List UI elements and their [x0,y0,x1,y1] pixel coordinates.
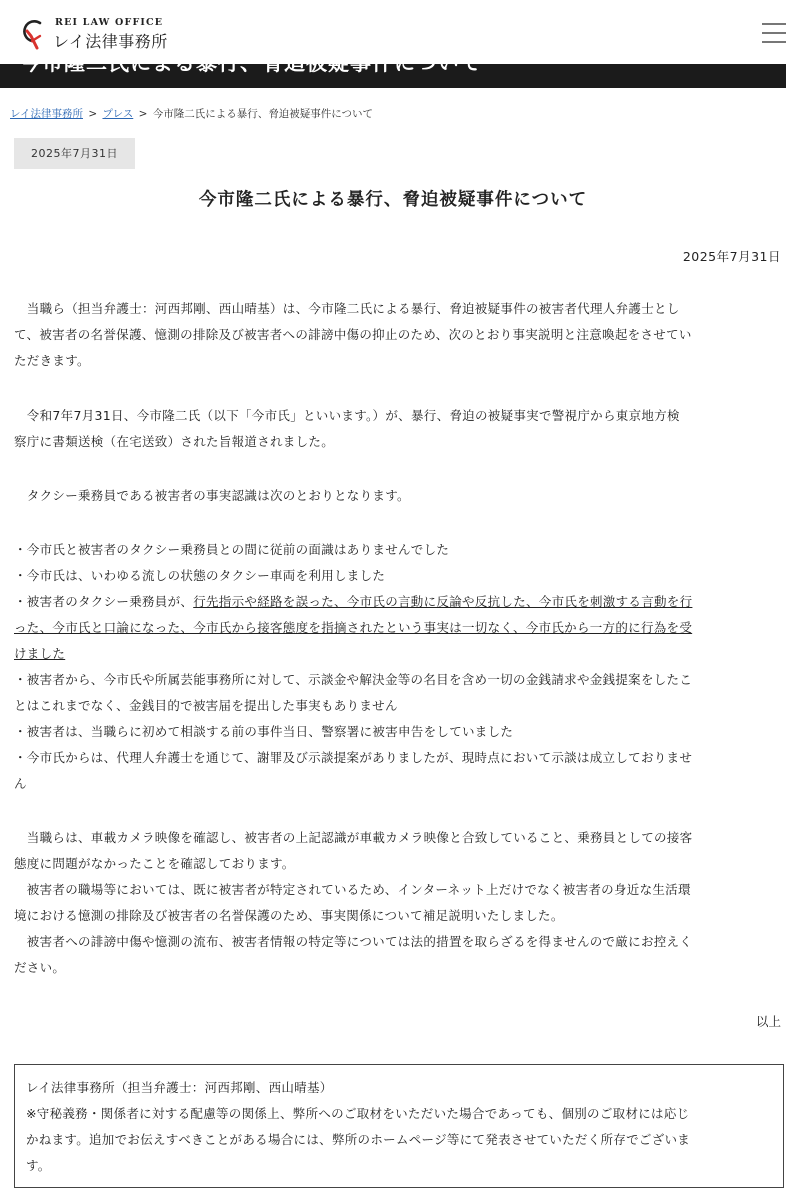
list-item: ・今市氏は、いわゆる流しの状態のタクシー車両を利用しました [14,568,386,583]
closing-text: 以上 [755,1014,781,1029]
text-line: 被害者への誹謗中傷や憶測の流布、被害者情報の特定等については法的措置を取らざるを得ませんので厳にお控えく [14,934,693,949]
list-item: ・今市氏からは、代理人弁護士を通じて、謝罪及び示談提案がありましたが、現時点において示談は成立しておりませ [14,750,693,765]
list-item: ・今市氏と被害者のタクシー乗務員との間に従前の面識はありませんでした [14,542,450,557]
breadcrumb-separator: > [138,108,148,120]
underlined-text: 行先指示や経路を誤った、今市氏の言動に反論や反抗した、今市氏を刺激する言動を行 [193,594,693,609]
text-line: 当職らは、車載カメラ映像を確認し、被害者の上記認識が車載カメラ映像と合致していること、乗務員としての接客 [14,830,693,845]
text-line: 態度に問題がなかったことを確認しております。 [14,856,295,871]
text-line: レイ法律事務所（担当弁護士：河西邦剛、西山晴基） [26,1080,333,1095]
text-line: かねます。追加でお伝えすべきことがある場合には、弊所のホームページ等にて発表させていただく所存でございま [26,1132,691,1147]
contact-notice-box [14,1064,784,1188]
logo-text-ja[interactable]: レイ法律事務所 [53,32,168,51]
paragraph-intro [14,296,776,374]
text-line: 察庁に書類送検（在宅送致）された旨報道されました。 [14,434,335,449]
date-badge: 2025年7月31日 [14,138,135,169]
article-date: 2025年7月31日 [682,249,781,264]
page-title-banner [0,51,786,88]
text-line: タクシー乗務員である被害者の事実認識は次のとおりとなります。 [14,488,410,503]
text-line: とはこれまでなく、金銭目的で被害届を提出した事実もありません [14,698,398,713]
text-line: 当職ら（担当弁護士：河西邦剛、西山晴基）は、今市隆二氏による暴行、脅迫被疑事件の被害者代理人弁護士とし [14,301,680,316]
text-line: て、被害者の名誉保護、憶測の排除及び被害者への誹謗中傷の抑止のため、次のとおり事実説明と注意喚起をさせてい [14,327,692,342]
text-line: ただきます。 [14,353,90,368]
text-line: ん [14,776,27,791]
breadcrumb [0,103,786,125]
text-line: ※守秘義務・関係者に対する配慮等の関係上、弊所へのご取材をいただいた場合であっても、個別のご取材には応じ [26,1106,690,1121]
text-line: 被害者の職場等においては、既に被害者が特定されているため、インターネット上だけでなく被害者の身近な生活環 [14,882,691,897]
text-line: 令和7年7月31日、今市隆二氏（以下「今市氏」といいます。）が、暴行、脅迫の被疑事実で警視庁から東京地方検 [14,408,680,423]
list-item: ・被害者から、今市氏や所属芸能事務所に対して、示談金や解決金等の名目を含め一切の金銭請求や金銭提案をしたこ [14,672,693,687]
list-item [14,589,776,615]
list-item: ・被害者は、当職らに初めて相談する前の事件当日、警察署に被害申告をしていました [14,724,514,739]
paragraph-conclusion [14,825,776,981]
text-line: ださい。 [14,960,66,975]
hamburger-menu-icon[interactable] [752,20,786,46]
breadcrumb-separator: > [88,108,98,120]
article-title: 今市隆二氏による暴行、脅迫被疑事件について [198,190,588,210]
breadcrumb-current: 今市隆二氏による暴行、脅迫被疑事件について [152,108,374,120]
facts-list [14,537,776,797]
banner-title: 今市隆二氏による暴行、脅迫被疑事件について [20,51,482,75]
underlined-text: けました [14,646,66,661]
breadcrumb-link-home[interactable]: レイ法律事務所 [10,108,83,120]
paragraph-report [14,403,776,455]
text-line: す。 [26,1158,51,1173]
underlined-text: った、今市氏と口論になった、今市氏から接客態度を指摘されたという事実は一切なく、今市氏から一方的に行為を受 [14,620,693,635]
text-line: 境における憶測の排除及び被害者の名誉保護のため、事実関係について補足説明いたしました。 [14,908,564,923]
logo-text-en[interactable]: REI LAW OFFICE [55,17,164,28]
paragraph-facts-intro [14,483,776,509]
list-item-prefix: ・被害者のタクシー乗務員が、 [14,594,194,609]
breadcrumb-link-press[interactable]: プレス [102,108,134,120]
